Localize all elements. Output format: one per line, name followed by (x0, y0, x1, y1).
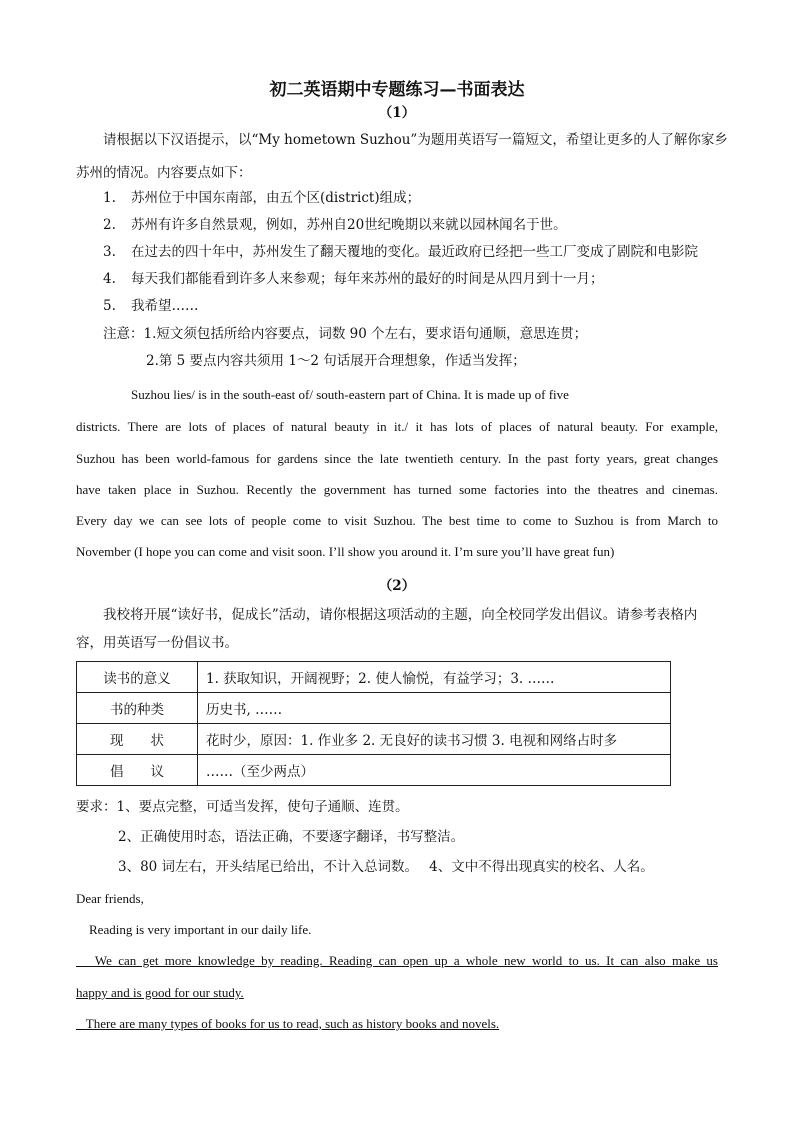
table-value: 花时少，原因：1. 作业多 2. 无良好的读书习惯 3. 电视和网络占时多 (198, 724, 671, 755)
page-title: 初二英语期中专题练习—书面表达 (269, 80, 525, 100)
letter-line: Reading is very important in our daily life. (89, 922, 312, 937)
table-value: ……（至少两点） (198, 755, 671, 786)
table-row (77, 755, 671, 786)
table-row (77, 693, 671, 724)
letter-line: There are many types of books for us to read, such as history books and novels. (85, 1016, 500, 1031)
prompt-intro-line-1: 请根据以下汉语提示，以“My hometown Suzhou”为题用英语写一篇短文，希望让更多的人了解你家乡 (103, 132, 728, 148)
table-key: 倡 议 (77, 755, 198, 786)
essay-line: Suzhou has been world-famous for gardens since the late twentieth century. In the past forty years, great changes (76, 451, 718, 466)
note-line-1: 注意：1.短文须包括所给内容要点，词数 90 个左右，要求语句通顺，意思连贯； (103, 326, 588, 342)
table-value: 1. 获取知识，开阔视野；2. 使人愉悦，有益学习；3. …… (198, 662, 671, 693)
table-key: 读书的意义 (77, 662, 198, 693)
table-row (77, 662, 671, 693)
content-point: 5. 我希望…… (103, 298, 199, 314)
letter-line: happy and is good for our study. (76, 985, 244, 1000)
requirement-line-2: 2、正确使用时态，语法正确，不要逐字翻译，书写整洁。 (118, 829, 465, 845)
content-point: 3. 在过去的四十年中，苏州发生了翻天覆地的变化。最近政府已经把一些工厂变成了剧院和电影院 (103, 244, 698, 260)
table-key: 现 状 (77, 724, 198, 755)
section-label-2: （2） (378, 578, 416, 594)
section-label-1: （1） (378, 105, 416, 121)
essay-line: Suzhou lies/ is in the south-east of/ south-eastern part of China. It is made up of five (131, 387, 569, 402)
content-point: 1. 苏州位于中国东南部，由五个区(district)组成； (103, 190, 421, 206)
letter-line: We can get more knowledge by reading. Reading can open up a whole new world to us. It can also make us (94, 953, 718, 968)
requirement-line-1: 要求：1、要点完整，可适当发挥，使句子通顺、连贯。 (76, 799, 409, 815)
essay-line: districts. There are lots of places of natural beauty in it./ it has lots of places of natural beauty. For example, (76, 419, 718, 434)
requirement-line-3: 3、80 词左右，开头结尾已给出，不计入总词数。 4、文中不得出现真实的校名、人名。 (118, 859, 654, 875)
essay-line: have taken place in Suzhou. Recently the government has turned some factories into the theatres and cinemas. (76, 482, 718, 497)
note-line-2: 2.第 5 要点内容共须用 1～2 句话展开合理想象，作适当发挥； (146, 353, 526, 369)
essay-line: Every day we can see lots of people come to visit Suzhou. The best time to come to Suzhou is from March to (76, 513, 718, 528)
prompt-intro-line-2: 苏州的情况。内容要点如下： (76, 165, 252, 181)
letter-greeting: Dear friends, (76, 891, 144, 906)
reference-table (76, 661, 671, 786)
content-point: 2. 苏州有许多自然景观，例如，苏州自20世纪晚期以来就以园林闻名于世。 (103, 217, 567, 233)
content-point: 4. 每天我们都能看到许多人来参观；每年来苏州的最好的时间是从四月到十一月； (103, 271, 604, 287)
table-key: 书的种类 (77, 693, 198, 724)
prompt-intro-line-1: 我校将开展“读好书，促成长”活动，请你根据这项活动的主题，向全校同学发出倡议。请参考表格内 (103, 607, 698, 623)
table-value: 历史书, …… (198, 693, 671, 724)
prompt-intro-line-2: 容，用英语写一份倡议书。 (76, 635, 238, 651)
essay-line: November (I hope you can come and visit soon. I’ll show you around it. I’m sure you’ll have great fun) (76, 544, 615, 559)
table-row (77, 724, 671, 755)
